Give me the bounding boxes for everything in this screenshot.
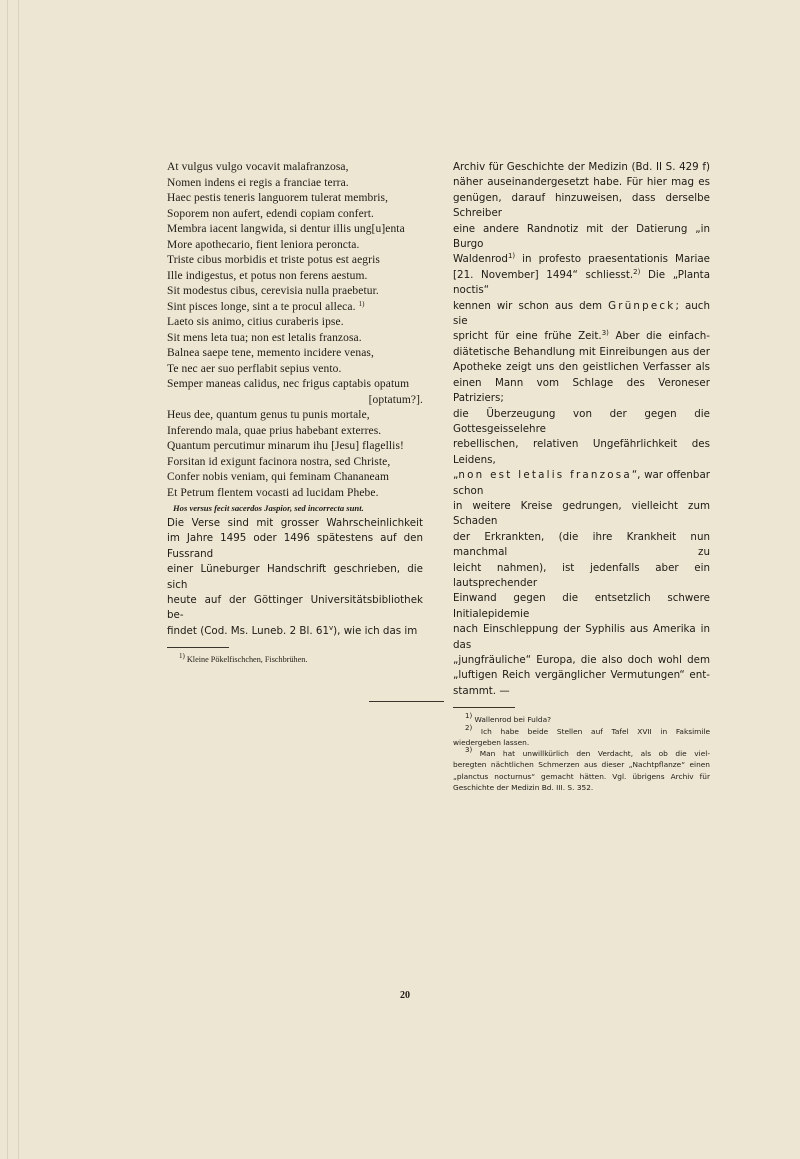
footnote-text: Kleine Pökelfischchen, Fischbrühen. [186, 655, 308, 665]
prose-text: Die „Planta noctis“ [453, 268, 711, 297]
poem-line: Laeto sis animo, citius curaberis ipse. [167, 316, 344, 328]
poem-line: Soporem non aufert, edendi copiam confert. [167, 207, 374, 220]
footnote [167, 654, 423, 666]
footnote-marker: 2) [465, 723, 473, 732]
footnote-text: Ich habe beide Stellen auf Tafel XVII in Faksimile [480, 726, 710, 736]
spaced-name: Grünpeck [608, 299, 676, 312]
footnote-rule [453, 707, 515, 708]
footnote [453, 748, 710, 759]
poem-line: Ille indigestus, et potus non ferens aestum. [167, 269, 368, 282]
poem-line: Confer nobis veniam, qui feminam Chananeam [167, 471, 390, 483]
prose-line [453, 329, 710, 344]
left-column [167, 160, 423, 666]
poem-line: Membra iacent langwida, si dentur illis ung[u]enta [167, 223, 405, 235]
poem-line: At vulgus vulgo vocavit malafranzosa, [167, 161, 349, 173]
poem-line: Et Petrum flentem vocasti ad lucidam Phebe. [167, 486, 379, 499]
prose-line: „jungfräuliche“ Europa, die also doch wohl dem [453, 654, 710, 666]
poem-line: Forsitan id exigunt facinora nostra, sed Christe, [167, 455, 391, 468]
footnote-marker: 3) [465, 746, 473, 755]
footnote-line: „planctus nocturnus“ gemacht hätten. Vgl. übrigens Archiv für [453, 771, 710, 781]
footnote-line: beregten nächtlichen Schmerzen aus dieser „Nachtpflanze“ einen [453, 760, 710, 770]
poem-line: Heus dee, quantum genus tu punis mortale, [167, 409, 370, 421]
prose-text: in profesto praesentationis Mariae [522, 253, 710, 266]
footnote-marker: 1) [507, 252, 516, 261]
prose-line [453, 299, 710, 330]
prose-text: [21. November] 1494“ schliesst. [453, 268, 634, 281]
poem-line: Balnea saepe tene, memento incidere venas, [167, 347, 374, 359]
prose-text: findet (Cod. Ms. Luneb. 2 Bl. 61 [167, 624, 329, 637]
folio-superscript: v [329, 623, 334, 632]
prose-text: Waldenrod [453, 253, 508, 266]
prose-line: stammt. — [453, 684, 510, 697]
footnote-text: Man hat unwillkürlich den Verdacht, als ob die viel- [479, 749, 710, 759]
prose-line: einen Mann vom Schlage des Veroneser Patriziers; [453, 376, 710, 405]
prose-text: kennen wir schon aus dem [453, 299, 603, 312]
poem-line: Quantum percutimur minarum ihu [Jesu] flagellis! [167, 440, 404, 452]
prose-line [453, 268, 710, 299]
prose-text: “, war offenbar schon [453, 469, 710, 497]
footnote-marker: 1) [179, 652, 185, 661]
poem-line: Semper maneas calidus, nec frigus captabis opatum [167, 378, 410, 390]
prose-line: Archiv für Geschichte der Medizin (Bd. II S. 429 f) [453, 161, 710, 173]
prose-line: der Erkrankten, (die ihre Krankheit nun manchmal zu [453, 530, 710, 559]
prose-line: genügen, darauf hinzuweisen, dass derselbe Schreiber [453, 191, 710, 220]
prose-text: ), wie ich das im [333, 624, 418, 637]
left-prose [167, 516, 423, 639]
footnote-line: wiedergeben lassen. [453, 737, 530, 747]
footnote-marker: 2) [633, 267, 641, 276]
prose-line: Die Verse sind mit grosser Wahrscheinlichkeit [167, 517, 423, 529]
prose-line: Apotheke zeigt uns den geistlichen Verfasser als [453, 361, 710, 374]
footnote [453, 714, 710, 725]
footnotes [453, 714, 710, 793]
poem-line: Triste cibus morbidis et triste potus est aegris [167, 254, 380, 266]
prose-line: eine andere Randnotiz mit der Datierung „in Burgo [453, 222, 710, 251]
prose-line: Einwand gegen die entsetzlich schwere Initialepidemie [453, 592, 710, 620]
page-edge-line [18, 0, 19, 1159]
poem-line [167, 300, 423, 316]
footnote-line: Geschichte der Medizin Bd. III. S. 352. [453, 783, 594, 792]
page-edge-line [7, 0, 8, 1159]
poem-line: [optatum?]. [368, 393, 423, 406]
spaced-phrase: non est letalis franzosa [458, 469, 632, 482]
footnote-marker: 1) [465, 712, 473, 721]
prose-line: nach Einschleppung der Syphilis aus Amerika in das [453, 623, 710, 651]
prose-line: im Jahre 1495 oder 1496 spätestens auf den Fussrand [167, 532, 423, 560]
section-divider [369, 701, 444, 702]
footnote-text: Wallenrod bei Fulda? [474, 715, 552, 725]
prose-line [167, 624, 423, 639]
poem-line: Inferendo mala, quae prius habebant exterres. [167, 424, 382, 437]
prose-line [453, 468, 710, 499]
prose-text: „ [453, 469, 459, 482]
prose-line: näher auseinandergesetzt habe. Für hier mag es [453, 176, 710, 189]
prose-line: rebellischen, relativen Ungefährlichkeit des Leidens, [453, 438, 710, 466]
prose-line [453, 252, 710, 267]
poem-line: Sit modestus cibus, cerevisia nulla praebetur. [167, 285, 379, 297]
prose-line: „luftigen Reich vergänglicher Vermutungen“ ent- [453, 669, 710, 682]
prose-text: ; auch sie [453, 299, 710, 328]
poem-line-text: Sint pisces longe, sint a te procul alleca. [167, 300, 356, 313]
prose-line: heute auf der Göttinger Universitätsbibliothek be- [167, 594, 423, 622]
footnote-marker: 1) [358, 299, 365, 308]
footnote-marker: 3) [601, 329, 609, 338]
poem-caption: Hos versus fecit sacerdos Jaspior, sed incorrecta sunt. [173, 503, 364, 513]
poem-line: More apothecario, fient leniora peroncta. [167, 238, 360, 251]
prose-line: leicht nahmen), ist jedenfalls aber ein lautsprechender [453, 561, 710, 589]
poem-line: Haec pestis teneris languorem tulerat membris, [167, 192, 389, 204]
right-column [453, 160, 710, 793]
poem-line: Sit mens leta tua; non est letalis franzosa. [167, 331, 362, 344]
prose-line: in weitere Kreise gedrungen, vielleicht zum Schaden [453, 499, 710, 528]
right-prose [453, 160, 710, 699]
poem-line: Te nec aer suo perflabit sepius vento. [167, 362, 342, 375]
poem-line: Nomen indens ei regis a franciae terra. [167, 176, 349, 189]
prose-line: diätetische Behandlung mit Einreibungen aus der [453, 345, 710, 358]
footnote [453, 723, 710, 737]
prose-text: Aber die einfach- [615, 330, 710, 343]
book-page: At vulgus vulgo vocavit malafranzosa, Nomen indens ei regis a franciae terra. Haec pestis teneris languorem tulerat membris, Soporem non aufert, edendi copiam confert. Membra iacent langwida, si dentur illis ung[u]enta More apothecario, fient leniora peroncta. Triste cibus morbidis et triste potus est aegris Ille indigestus, et potus non ferens aestum. Sit modestus cibus, cerevisia nulla praebetur. Sint pisces longe, sint a te procul alleca. $^{1)}$ Laeto sis animo, citius curaberis ipse. Sit mens leta tua; non est letalis franzosa. Balnea saepe tene, memento incidere venas, Te nec aer suo perflabit sepius vento. Semper maneas calidus, nec frigus captabis opatum [optatum?]. Heus dee, quantum genus tu punis mortale, Inferendo mala, quae prius habebant exterres. Quantum percutimur minarum ihu [Jesu] flagellis! Forsitan id exigunt facinora nostra, sed Christe, Confer nobis veniam, qui feminam Chananeam Et Petrum flentem vocasti ad lucidam Phebe. Hos versus fecit sacerdos Jaspior, sed incorrecta sunt. Die Verse sind mit grosser Wahrscheinlichkeit im Jahre 1495 oder 1496 spätestens auf den Fussrand einer Lüneburger Handschrift geschrieben, die sich heute auf der Göttinger Universitätsbibliothek be- findet (Cod. Ms. Luneb. 2 Bl. 61$^v$), wie ich das im $^{1)}$ Kleine Pökelfischchen, Fischbrühen. Archiv für Geschichte der Medizin (Bd. II S. 429 f) näher auseinandergesetzt habe. Für hier mag es genügen, darauf hinzuweisen, dass derselbe Schreiber eine andere Randnotiz mit der Datierung „in Burgo Waldenrod$^{1)}$ in profesto praesentationis Mariae [21. November] 1494“ schliesst.$^{2)}$ Die „Planta noctis“ kennen wir schon aus dem Grünpeck; auch sie spricht für eine frühe Zeit.$^{3)}$ Aber die einfach- diätetische Behandlung mit Einreibungen aus der Apotheke zeigt uns den geistlichen Verfasser als einen Mann vom Schlage des Veroneser Patriziers; die Überzeugung von der gegen die Gottesgeisselehre rebellischen, relativen Ungefährlichkeit des Leidens, „non est letalis franzosa“, war offenbar schon in weitere Kreise gedrungen, vielleicht zum Schaden der Erkrankten, (die ihre Krankheit nun manchmal zu leicht nahmen), ist jedenfalls aber ein lautsprechender Einwand gegen die entsetzlich schwere Initialepidemie nach Einschleppung der Syphilis aus Amerika in das „jungfräuliche“ Europa, die also doch wohl dem „luftigen Reich vergänglicher Vermutungen“ ent- stammt. — $^{1)}$ Wallenrod bei Fulda? $^{2)}$ Ich habe beide Stellen auf Tafel XVII in Faksimile wiedergeben lassen. $^{3)}$ Man hat unwillkürlich den Verdacht, als ob die viel- beregten nächtlichen Schmerzen aus dieser „Nachtpflanze“ einen „planctus nocturnus“ gemacht hätten. Vgl. übrigens Archiv für Geschichte der Medizin Bd. III. S. 352. 20 [0, 0, 800, 1159]
latin-poem [167, 160, 423, 501]
prose-line: einer Lüneburger Handschrift geschrieben, die sich [167, 563, 423, 591]
footnote-rule [167, 647, 229, 648]
prose-text: spricht für eine frühe Zeit. [453, 330, 602, 343]
prose-line: die Überzeugung von der gegen die Gottesgeisselehre [453, 407, 710, 435]
